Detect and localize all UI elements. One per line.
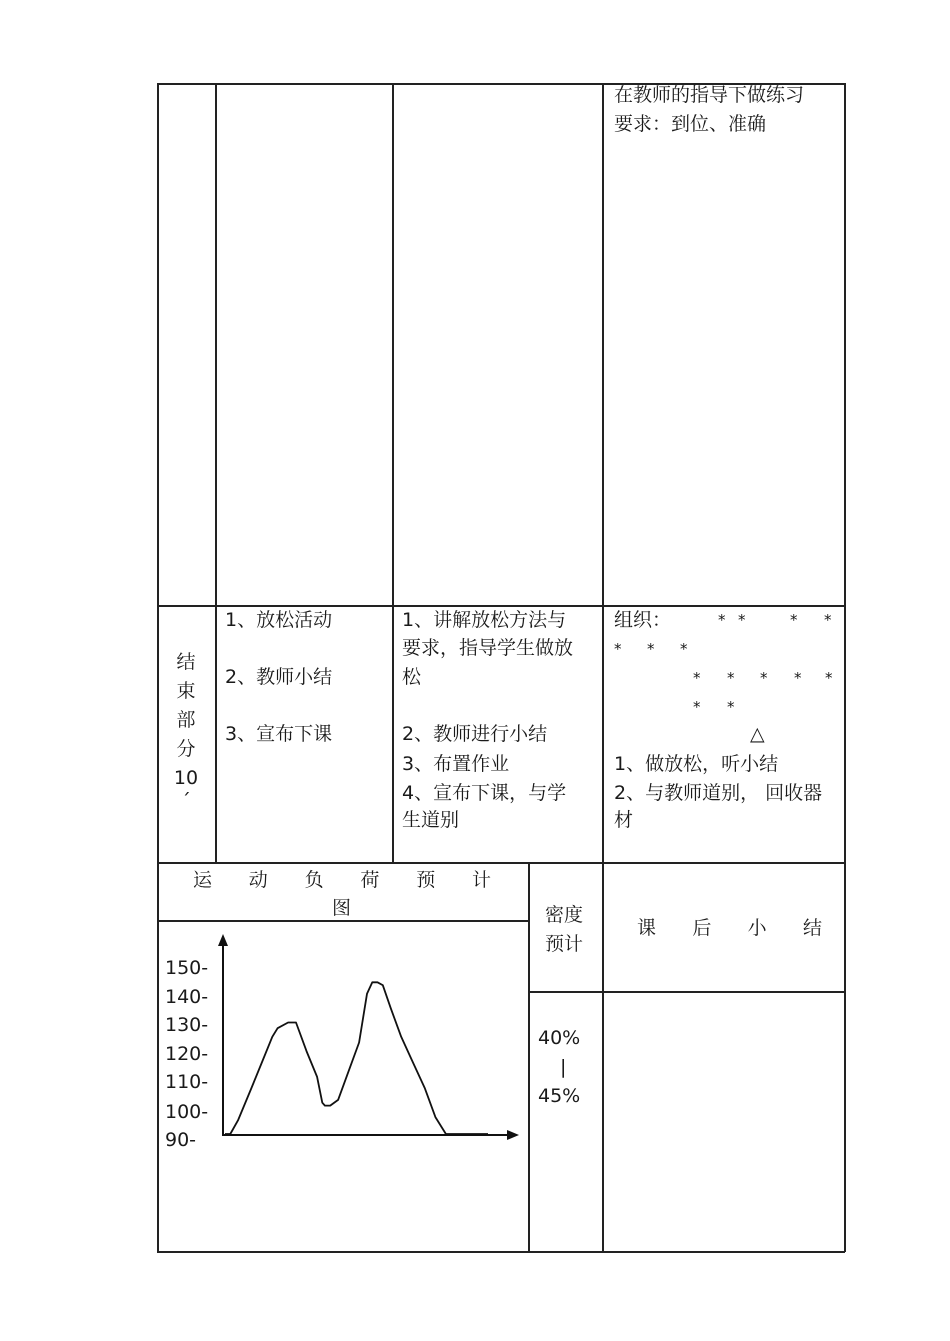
load-chart-title-char: 运	[193, 869, 213, 891]
col-divider-2	[392, 83, 394, 863]
density-separator: |	[560, 1056, 567, 1078]
table-right-border	[844, 83, 846, 1252]
load-curve-line	[225, 982, 488, 1134]
formation-star: *	[614, 640, 622, 658]
practice-requirement: 要求：到位、准确	[614, 113, 767, 135]
student-line: 材	[614, 809, 634, 831]
summary-title-char: 课	[637, 917, 657, 939]
density-value-high: 45%	[538, 1085, 581, 1107]
row-divider-2	[157, 862, 845, 864]
y-axis-arrow	[218, 934, 228, 946]
x-axis-arrow	[507, 1130, 519, 1140]
load-chart-title-char: 计	[471, 869, 491, 891]
teacher-line: 生道别	[402, 809, 460, 831]
formation-star: *	[693, 698, 701, 716]
summary-title-char: 后	[692, 917, 712, 939]
load-chart-title-char: 负	[304, 869, 324, 891]
formation-star: *	[760, 669, 768, 687]
section-duration: 10	[173, 767, 199, 789]
col-divider-3	[602, 83, 604, 1252]
formation-star: *	[794, 669, 802, 687]
formation-star: *	[647, 640, 655, 658]
density-value-low: 40%	[538, 1027, 581, 1049]
practice-instruction: 在教师的指导下做练习	[614, 84, 805, 106]
col-divider-1	[215, 83, 217, 863]
section-label-char: 部	[176, 709, 196, 731]
student-line: 2、与教师道别， 回收器	[614, 782, 823, 804]
organization-label: 组织：	[614, 609, 672, 631]
formation-star: *	[718, 611, 726, 629]
formation-star: *	[824, 611, 832, 629]
formation-star: *	[790, 611, 798, 629]
formation-star: *	[727, 669, 735, 687]
section-duration-mark: ´	[181, 790, 191, 812]
load-chart-title-char: 预	[416, 869, 436, 891]
formation-star: *	[825, 669, 833, 687]
col-divider-density	[528, 862, 530, 1252]
section-label-char: 分	[176, 738, 196, 760]
density-label-line1: 密度	[545, 904, 584, 926]
load-chart-title-char: 荷	[360, 869, 380, 891]
load-chart-title	[193, 866, 491, 895]
teacher-line: 1、讲解放松方法与	[402, 609, 567, 631]
density-label-line2: 预计	[545, 933, 584, 955]
table-bottom-border	[157, 1251, 845, 1253]
load-chart-title-char: 动	[248, 869, 268, 891]
formation-star: *	[680, 640, 688, 658]
y-tick-label: 150-	[165, 957, 209, 979]
teacher-line: 松	[402, 666, 422, 688]
y-tick-label: 130-	[165, 1014, 209, 1036]
section-label-char: 结	[176, 651, 196, 673]
formation-star: *	[693, 669, 701, 687]
teacher-line: 3、布置作业	[402, 753, 510, 775]
formation-star: *	[738, 611, 746, 629]
y-tick-label: 90-	[165, 1129, 197, 1151]
load-chart-title-line2: 图	[332, 897, 352, 919]
section-label-char: 束	[176, 680, 196, 702]
y-tick-label: 100-	[165, 1101, 209, 1123]
y-tick-label: 110-	[165, 1071, 209, 1093]
content-item: 2、教师小结	[225, 666, 333, 688]
content-item: 1、放松活动	[225, 609, 333, 631]
teacher-position-triangle: △	[750, 723, 765, 745]
y-tick-label: 140-	[165, 986, 209, 1008]
student-line: 1、做放松，听小结	[614, 753, 779, 775]
section-label-ending	[157, 648, 215, 812]
y-tick-label: 120-	[165, 1043, 209, 1065]
teacher-line: 要求，指导学生做放	[402, 637, 574, 659]
summary-title	[637, 914, 822, 943]
formation-star: *	[727, 698, 735, 716]
content-item: 3、宣布下课	[225, 723, 333, 745]
summary-title-char: 小	[747, 917, 767, 939]
teacher-line: 2、教师进行小结	[402, 723, 548, 745]
density-divider	[528, 991, 845, 993]
summary-title-char: 结	[802, 917, 822, 939]
teacher-line: 4、宣布下课，与学	[402, 782, 567, 804]
